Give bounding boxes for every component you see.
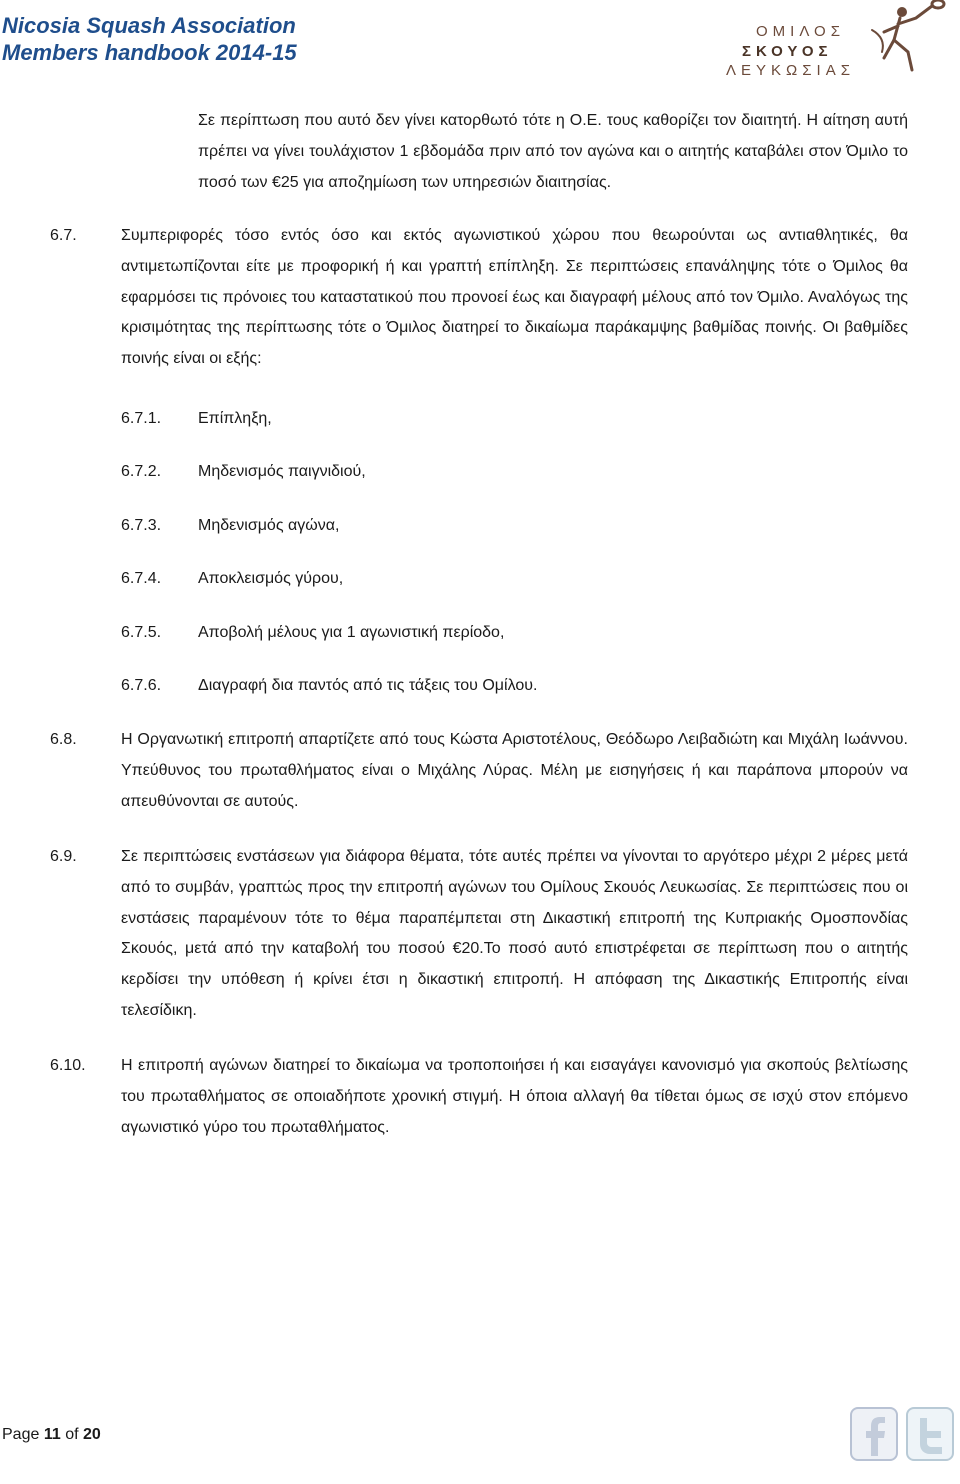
page-number [2, 1424, 101, 1446]
section-6-9-text: Σε περιπτώσεις ενστάσεων για διάφορα θέματα, τότε αυτές πρέπει να γίνονται το αργότερο μέχρι 2 μέρες μετά από το συμβάν, γραπτώς προς την επιτροπή αγώνων του Ομίλους Σκουός Λευκωσίας. Σε περιπτώσεις που οι ενστάσεις παραμένουν τότε το θέμα παραπέμπεται στη Δικαστική επιτροπή της Κυπριακής Ομοσπονδίας Σκουός, μετά από την καταβολή του ποσού €20.Το ποσό αυτό επιστρέφεται σε περίπτωση που ο αιτητής κερδίσει την υπόθεση ή κρίνει έτσι η δικαστική επιτροπή. Η απόφαση της Δικαστικής Επιτροπής είναι τελεσίδικη. [121, 848, 908, 1019]
header-title [2, 12, 297, 66]
penalty-text: Αποκλεισμός γύρου, [198, 570, 344, 587]
section-6-10-text: Η επιτροπή αγώνων διατηρεί το δικαίωμα να τροποποιήσει ή και εισαγάγει κανονισμό για σκοπούς βελτίωσης του πρωταθλήματος σε οποιαδήποτε χρονική στιγμή. Η όποια αλλαγή θα τίθεται όμως σε ισχύ στον επόμενο αγωνιστικό γύρο του πρωταθλήματος. [121, 1057, 908, 1136]
twitter-icon[interactable] [904, 1404, 958, 1466]
section-number-6-8: 6.8. [50, 731, 77, 748]
header-title-line2: Members handbook 2014-15 [2, 40, 297, 65]
section-number-6-9: 6.9. [50, 848, 77, 865]
penalty-number: 6.7.3. [121, 517, 162, 534]
logo-line3: ΛΕΥΚΩΣΙΑΣ [726, 62, 855, 79]
penalty-text: Επίπληξη, [198, 410, 272, 427]
section-6-8-text: Η Οργανωτική επιτροπή απαρτίζετε από τους Κώστα Αριστοτέλους, Θεόδωρο Λειβαδιώτη και Μιχάλη Ιωάννου. Υπεύθυνος του πρωταθλήματος είναι ο Μιχάλης Λύρας. Μέλη με εισηγήσεις ή και παράπονα μπορούν να απευθύνονται σε αυτούς. [121, 731, 908, 810]
penalty-text: Μηδενισμός αγώνα, [198, 517, 340, 534]
page-prefix: Page [2, 1426, 40, 1443]
section-number-6-7: 6.7. [50, 227, 77, 244]
penalty-number: 6.7.6. [121, 677, 162, 694]
page-total: 20 [83, 1426, 101, 1443]
page-header [0, 0, 960, 84]
section-6-7-text: Συμπεριφορές τόσο εντός όσο και εκτός αγωνιστικού χώρου που θεωρούνται ως αντιαθλητικές, θα αντιμετωπίζονται είτε με προφορική ή και γραπτή επίπληξη. Σε περιπτώσεις επανάληψης τότε ο Όμιλος θα εφαρμόσει τις πρόνοιες του καταστατικού που προνοεί έως και διαγραφή μέλους από τον Όμιλο. Αναλόγως της κρισιμότητας της περίπτωσης τότε ο Όμιλος διατηρεί το δικαίωμα παράκαμψης βαθμίδας ποινής. Οι βαθμίδες ποινής είναι οι εξής: [121, 227, 908, 368]
penalty-text: Διαγραφή δια παντός από τις τάξεις του Ομίλου. [198, 677, 538, 694]
logo-line2: ΣΚΟΥΟΣ [742, 43, 833, 60]
logo-line1: ΟΜΙΛΟΣ [756, 23, 845, 40]
page-current: 11 [43, 1426, 61, 1443]
penalty-number: 6.7.1. [121, 410, 162, 427]
facebook-icon[interactable] [848, 1404, 902, 1466]
penalty-number: 6.7.4. [121, 570, 162, 587]
header-title-line1: Nicosia Squash Association [2, 13, 296, 38]
page-of: of [65, 1426, 79, 1443]
section-number-6-10: 6.10. [50, 1057, 86, 1074]
squash-player-icon [862, 0, 958, 84]
penalty-text: Αποβολή μέλους για 1 αγωνιστική περίοδο, [198, 624, 505, 641]
penalty-number: 6.7.2. [121, 463, 162, 480]
penalty-number: 6.7.5. [121, 624, 162, 641]
intro-paragraph: Σε περίπτωση που αυτό δεν γίνει κατορθωτό τότε η Ο.Ε. τους καθορίζει τον διαιτητή. Η αίτηση αυτή πρέπει να γίνει τουλάχιστον 1 εβδομάδα πριν από τον αγώνα και ο αιτητής καταβάλει στον Όμιλο το ποσό των €25 για αποζημίωση των υπηρεσιών διαιτησίας. [198, 112, 908, 191]
club-logo [712, 0, 960, 84]
penalty-text: Μηδενισμός παιγνιδιού, [198, 463, 366, 480]
